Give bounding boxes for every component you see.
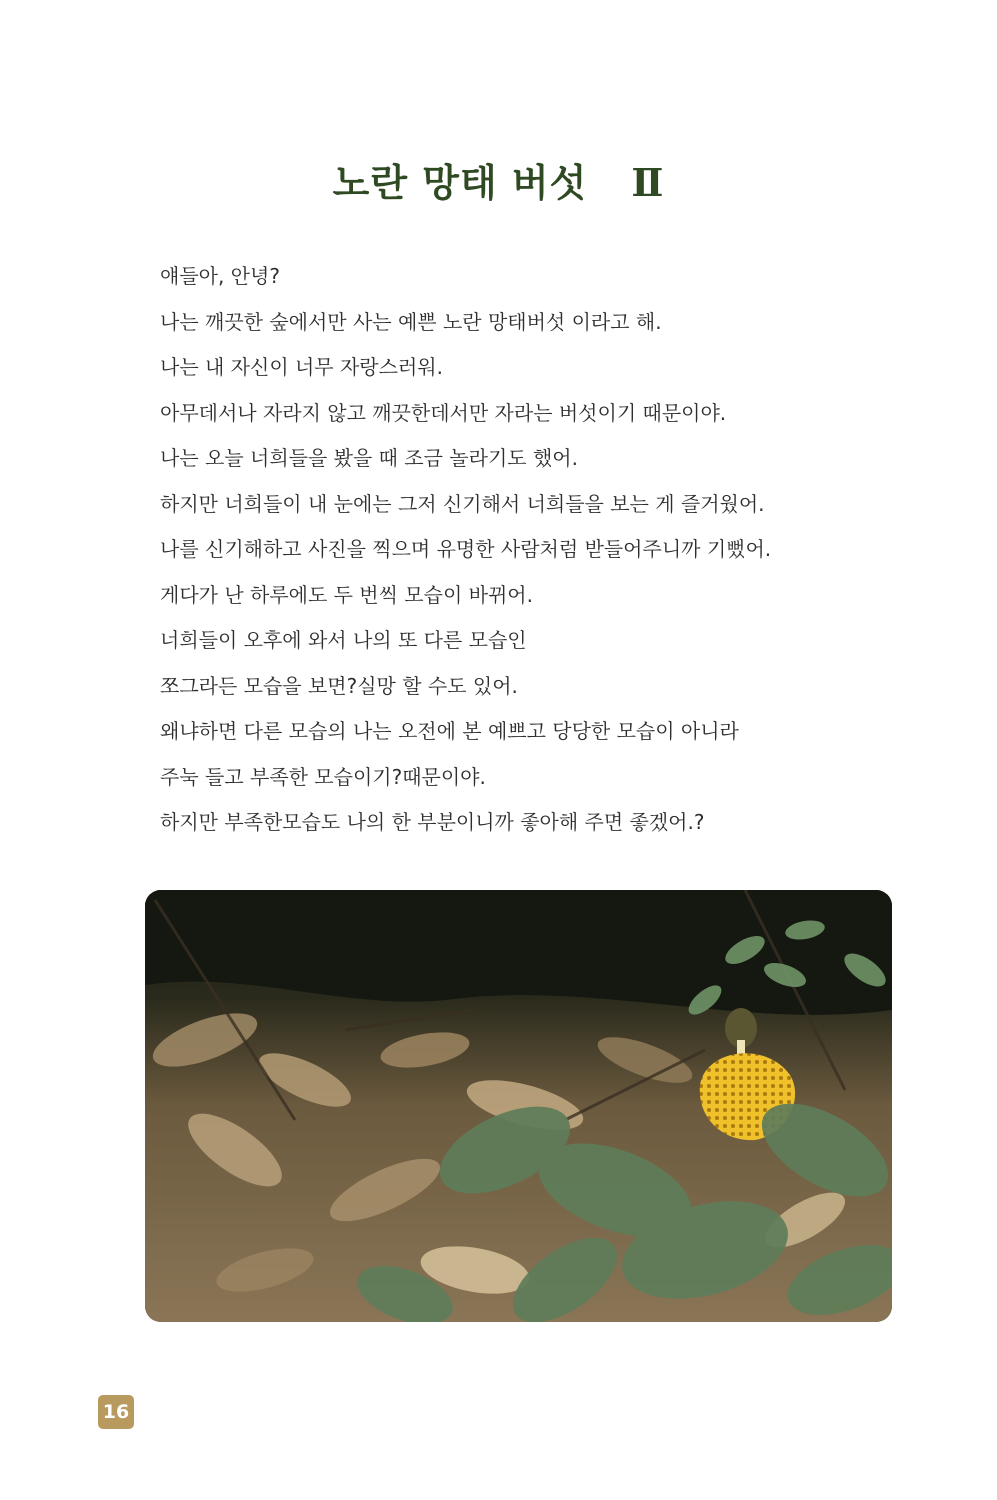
text-line: 게다가 난 하루에도 두 번씩 모습이 바뀌어. — [160, 582, 533, 607]
title-text: 노란 망태 버섯 — [332, 161, 588, 205]
text-line: 쪼그라든 모습을 보면?실망 할 수도 있어. — [160, 673, 518, 698]
text-line: 나는 오늘 너희들을 봤을 때 조금 놀라기도 했어. — [160, 446, 578, 470]
text-line: 나는 깨끗한 숲에서만 사는 예쁜 노란 망태버섯 이라고 해. — [160, 309, 662, 334]
title-numeral: Ⅱ — [631, 160, 665, 205]
page-title — [0, 152, 997, 207]
text-line: 주눅 들고 부족한 모습이기?때문이야. — [160, 764, 486, 789]
page-number-badge: 16 — [98, 1395, 134, 1429]
text-line: 얘들아, 안녕? — [160, 264, 280, 288]
text-line: 나를 신기해하고 사진을 찍으며 유명한 사람처럼 받들어주니까 기뻤어. — [160, 537, 772, 561]
text-line: 나는 내 자신이 너무 자랑스러워. — [160, 355, 443, 379]
text-line: 하지만 너희들이 내 눈에는 그저 신기해서 너희들을 보는 게 즐거웠어. — [160, 491, 765, 516]
text-line: 너희들이 오후에 와서 나의 또 다른 모습인 — [160, 628, 527, 652]
story-paragraph — [160, 254, 940, 846]
text-line: 왜냐하면 다른 모습의 나는 오전에 본 예쁘고 당당한 모습이 아니라 — [160, 719, 739, 743]
mushroom-photo — [145, 890, 892, 1322]
text-line: 하지만 부족한모습도 나의 한 부분이니까 좋아해 주면 좋겠어.? — [160, 810, 705, 834]
text-line: 아무데서나 자라지 않고 깨끗한데서만 자라는 버섯이기 때문이야. — [160, 400, 727, 425]
forest-floor-illustration — [145, 890, 892, 1322]
